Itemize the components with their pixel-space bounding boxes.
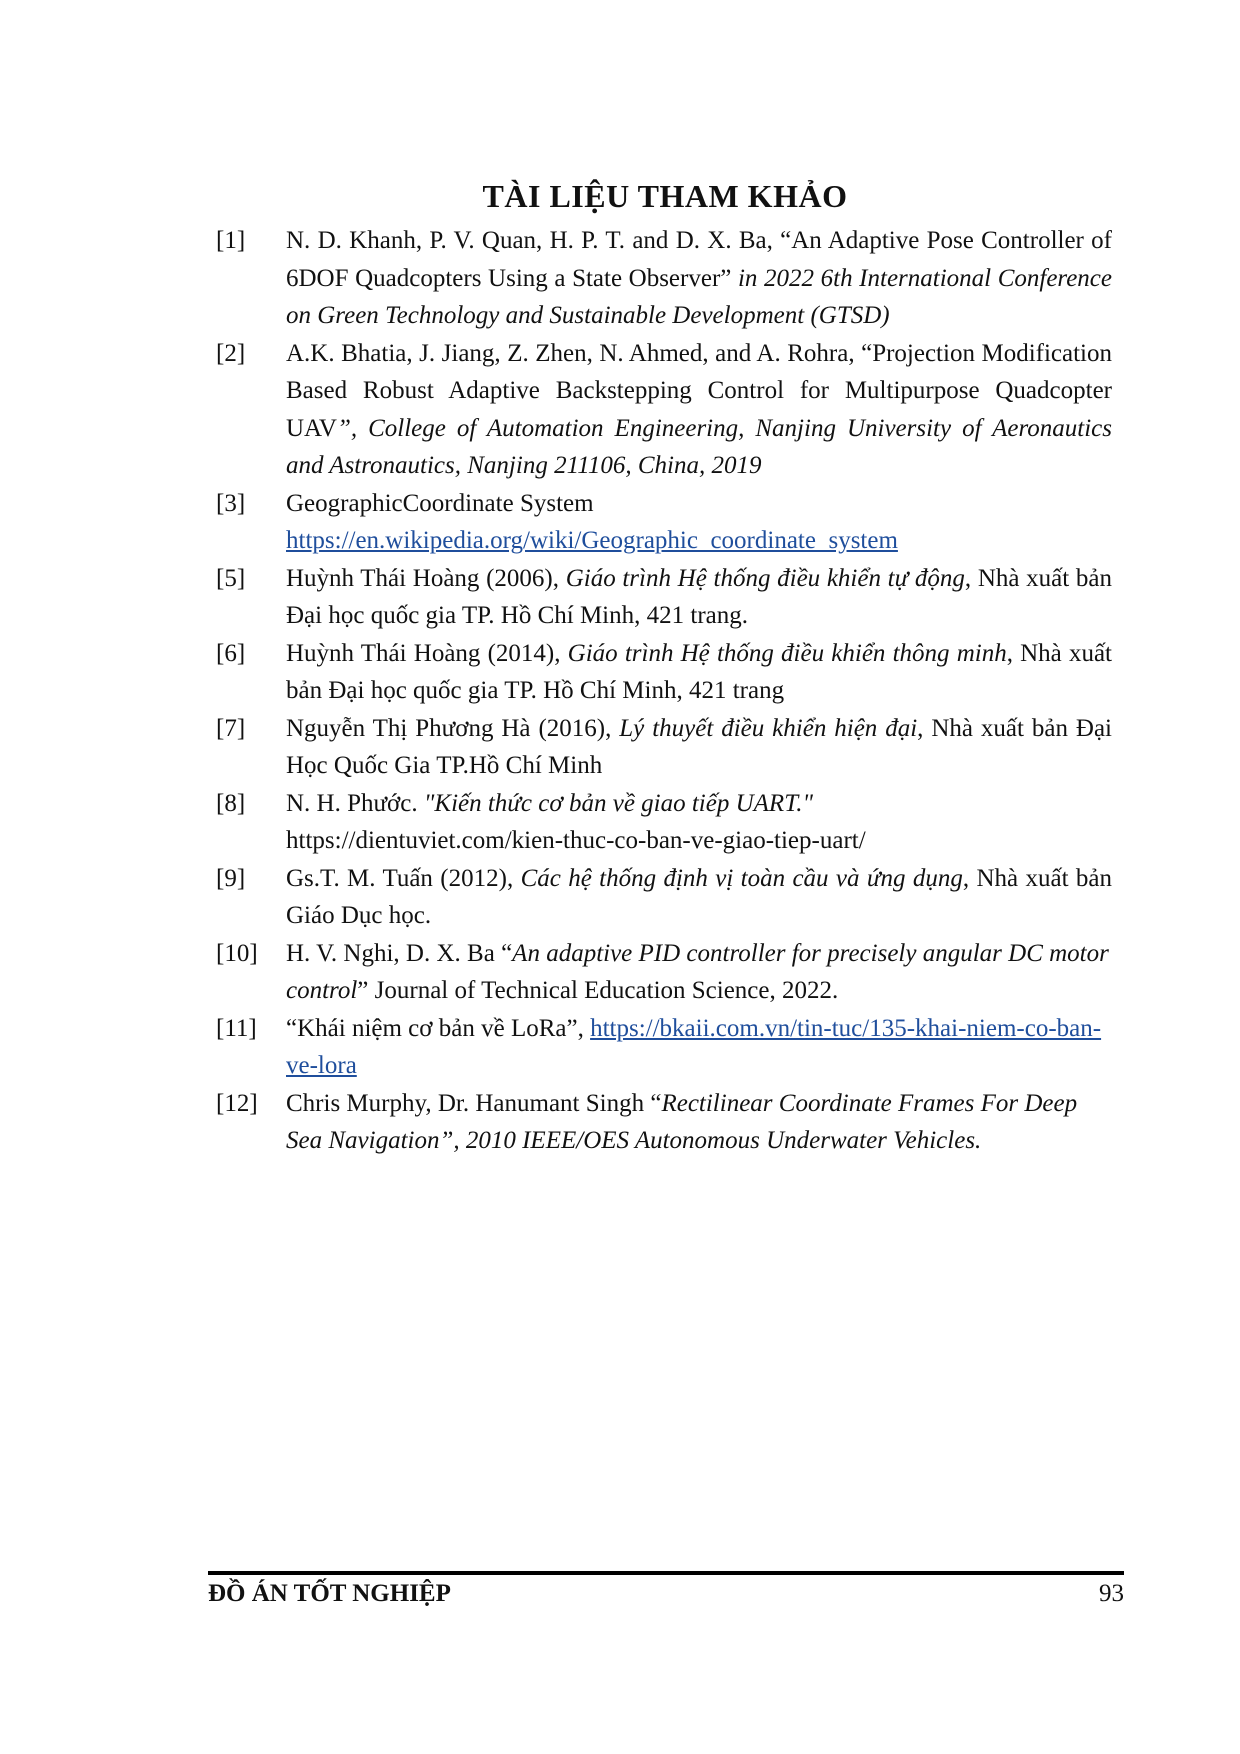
reference-item-3 bbox=[216, 485, 1112, 560]
reference-item-12 bbox=[216, 1085, 1112, 1160]
reference-text: H. V. Nghi, D. X. Ba “An adaptive PID controller for precisely angular DC motor control” Journal of Technical Education Science, 2022. bbox=[286, 939, 1109, 1004]
reference-text: Gs.T. M. Tuấn (2012), Các hệ thống định vị toàn cầu và ứng dụng, Nhà xuất bản Giáo Dục học. bbox=[286, 864, 1112, 929]
reference-link[interactable]: https://bkaii.com.vn/tin-tuc/135-khai-niem-co-ban-ve-lora bbox=[286, 1014, 1102, 1079]
reference-number: [6] bbox=[216, 639, 246, 667]
reference-item-9 bbox=[216, 860, 1112, 935]
reference-number: [1] bbox=[216, 227, 246, 254]
reference-item-11 bbox=[216, 1010, 1112, 1085]
footer-label: ĐỒ ÁN TỐT NGHIỆP bbox=[208, 1580, 451, 1607]
reference-text: Huỳnh Thái Hoàng (2014), Giáo trình Hệ thống điều khiển thông minh, Nhà xuất bản Đại học quốc gia TP. Hồ Chí Minh, 421 trang bbox=[286, 639, 1112, 704]
reference-link[interactable]: https://en.wikipedia.org/wiki/Geographic_coordinate_system bbox=[286, 527, 898, 554]
reference-text: Nguyễn Thị Phương Hà (2016), Lý thuyết điều khiển hiện đại, Nhà xuất bản Đại Học Quốc Gia TP.Hồ Chí Minh bbox=[286, 714, 1113, 779]
reference-number: [8] bbox=[216, 789, 246, 817]
reference-text: Chris Murphy, Dr. Hanumant Singh “Rectilinear Coordinate Frames For Deep Sea Navigation”, 2010 IEEE/OES Autonomous Underwater Vehicles. bbox=[286, 1089, 1078, 1154]
reference-number: [10] bbox=[216, 939, 258, 967]
reference-item-10 bbox=[216, 935, 1112, 1010]
reference-text: “Khái niệm cơ bản về LoRa”, https://bkaii.com.vn/tin-tuc/135-khai-niem-co-ban-ve-lora bbox=[286, 1014, 1102, 1079]
reference-item-8 bbox=[216, 785, 1112, 860]
page-title: TÀI LIỆU THAM KHẢO bbox=[482, 178, 848, 214]
reference-number: [9] bbox=[216, 864, 246, 892]
reference-item-6 bbox=[216, 635, 1112, 710]
footer-divider bbox=[208, 1571, 1124, 1575]
reference-list bbox=[216, 222, 1112, 1160]
reference-text: N. H. Phước. "Kiến thức cơ bản về giao tiếp UART." https://dientuviet.com/kien-thuc-co-ban-ve-giao-tiep-uart/ bbox=[286, 789, 866, 854]
reference-number: [5] bbox=[216, 564, 246, 592]
reference-number: [12] bbox=[216, 1089, 258, 1117]
reference-number: [11] bbox=[216, 1014, 257, 1042]
page-number: 93 bbox=[1099, 1580, 1124, 1607]
reference-number: [7] bbox=[216, 714, 246, 742]
reference-item-5 bbox=[216, 560, 1112, 635]
reference-url: https://dientuviet.com/kien-thuc-co-ban-ve-giao-tiep-uart/ bbox=[286, 827, 866, 854]
reference-item-2 bbox=[216, 335, 1112, 485]
reference-number: [3] bbox=[216, 489, 246, 517]
reference-text: N. D. Khanh, P. V. Quan, H. P. T. and D. X. Ba, “An Adaptive Pose Controller of 6DOF Quadcopters Using a State Observer” in 2022 6th International Conference on Green Technology and Sustainable Development (GTSD) bbox=[286, 227, 1113, 329]
reference-text: A.K. Bhatia, J. Jiang, Z. Zhen, N. Ahmed, and A. Rohra, “Projection Modification Based Robust Adaptive Backstepping Control for Multipurpose Quadcopter UAV”, College of Automation Engineering, Nanjing University of Aeronautics and Astronautics, Nanjing 211106, China, 2019 bbox=[286, 339, 1112, 479]
reference-number: [2] bbox=[216, 339, 246, 367]
reference-text: GeographicCoordinate System https://en.wikipedia.org/wiki/Geographic_coordinate_system bbox=[286, 489, 898, 554]
reference-item-7 bbox=[216, 710, 1112, 785]
reference-item-1 bbox=[216, 222, 1112, 335]
reference-text: Huỳnh Thái Hoàng (2006), Giáo trình Hệ thống điều khiển tự động, Nhà xuất bản Đại học quốc gia TP. Hồ Chí Minh, 421 trang. bbox=[286, 564, 1112, 629]
